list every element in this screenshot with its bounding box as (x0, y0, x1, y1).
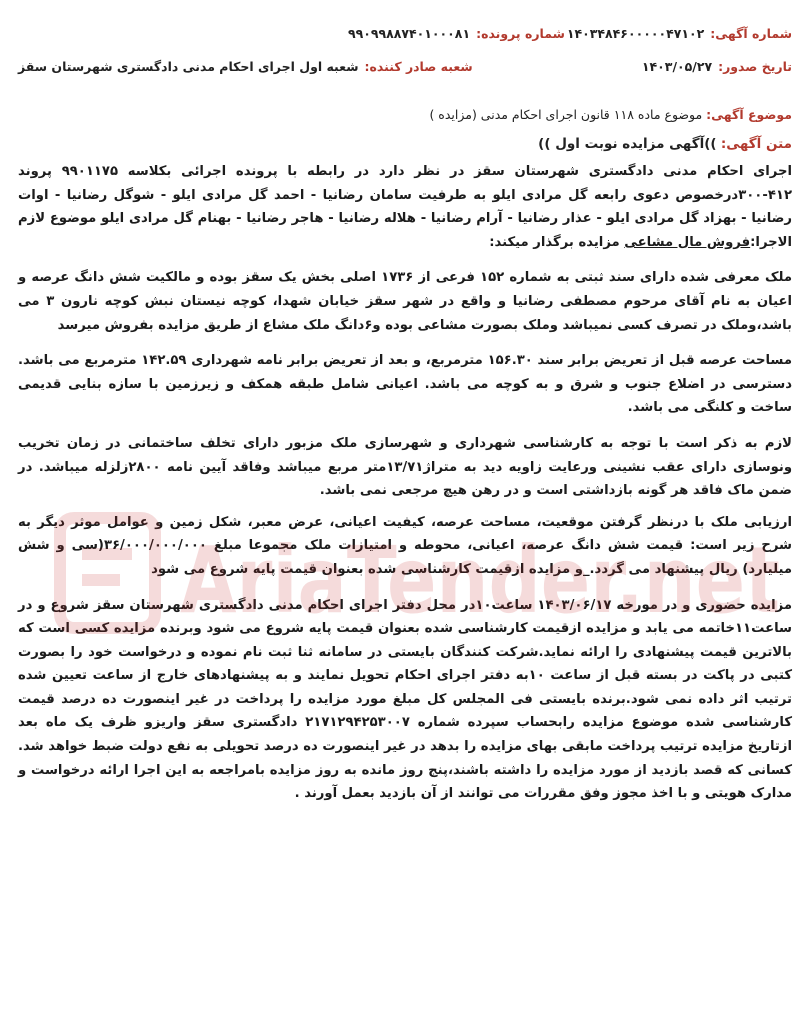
paragraph-notes: لازم به ذکر است با توجه به کارشناسی شهرداری و شهرسازی ملک مزبور دارای تخلف ساختمانی در زمان تخریب ونوسازی دارای عقب نشینی ورعایت زاویه دید به متراژ۱۳/۷۱متر مربع میباشد وفاقد آیین نامه ۲۸۰۰زلزله میباشد. در ضمن ماک فاقد هر گونه بازداشتی است و در رهن هیچ مرجعی نمی باشد. (18, 435, 793, 499)
intro-main-text: اجرای احکام مدنی دادگستری شهرستان سقز در نظر دارد در رابطه با پرونده اجرائی بکلاسه ۹۹۰۱۱۷۵ پروند ۴۱۲-۳۰۰درخصوص دعوی رابعه گل مرادی ایلو به طرفیت سامان رضانیا - احمد گل مرادی ایلو - شوگل رضانیا - اوات رضانیا - بهزاد گل مرادی ایلو - عذار رضانیا - آرام رضانیا - هلاله رضانیا - هاجر رضانیا - بهنام گل مرادی ایلو موضوع لازم الاجرا: (18, 164, 792, 250)
subject-row (18, 107, 792, 122)
paragraph-property: ملک معرفی شده دارای سند ثبتی به شماره ۱۵۲ فرعی از ۱۷۳۶ اصلی بخش یک سقز بوده و مالکیت شش دانگ عرصه و اعیان به نام آقای مرحوم مصطفی رضانیا و واقع در شهر سقز خیابان شهدا، کوچه نیستان نبش کوچه نارون ۳ می باشد،وملک در تصرف کسی نمیباشد وملک بصورت مشاعی بوده و۶دانگ ملک مشاع از طریق مزایده بفروش میرسد (18, 270, 793, 333)
paragraph-valuation: ارزیابی ملک با درنظر گرفتن موقعیت، مساحت عرصه، کیفیت اعیانی، عرض معبر، شکل زمین و عوامل موثر دیگر به شرح زیر است: قیمت شش دانگ عرصه، اعیانی، محوطه و امتیازات ملک مجموعا مبلغ ۳۶/۰۰۰/۰۰۰/۰۰۰(سی و شش میلیارد) ریال پیشنهاد می گردد._و مزایده ازقیمت کارشناسی شده بعنوان قیمت پایه شروع می شود (18, 514, 793, 577)
case-number-value: ۹۹۰۹۹۸۸۷۴۰۱۰۰۰۸۱ (348, 26, 471, 41)
issuer-value: شعبه اول اجرای احکام مدنی دادگستری شهرستان سقز (18, 59, 359, 74)
ad-number-field (567, 26, 792, 41)
intro-underlined-text: فروش مال مشاعی (624, 234, 751, 250)
text-title-row (18, 136, 792, 152)
paragraph-area: مساحت عرصه قبل از تعریض برابر سند ۱۵۶.۳۰ مترمربع، و بعد از تعریض برابر نامه شهرداری ۱۴۲.۵۹ مترمربع می باشد. دسترسی در اضلاع جنوب و شرق و به کوچه می باشد. اعیانی شامل طبقه همکف و زیرزمین با سازه بنایی قدیمی ساخت و کلنگی می باشد. (18, 353, 792, 416)
issue-date-field (642, 59, 792, 74)
paragraph-auction-terms: مزایده حضوری و در مورخه ۱۴۰۳/۰۶/۱۷ ساعت۱۰در محل دفتر اجرای احکام مدنی دادگستری شهرستان سقز شروع و در ساعت۱۱خاتمه می یابد و مزایده ازقیمت کارشناسی شده بعنوان قیمت پایه شروع می شود وبرنده مزایده کسی است که بالاترین قیمت پیشنهادی را ارائه نماید.شرکت کنندگان بایستی در سامانه ثنا ثبت نام نموده و درخواست خود را بصورت کتبی در پاکت در بسته قبل از ساعت ۱۰به دفتر اجرای احکام تحویل نمایند و به پیشنهادهای خارج از ساعت تعیین شده ترتیب اثر داده نمی شود.برنده بایستی فی المجلس کل مبلغ مورد مزایده را پرداخت در غیر اینصورت ده درصد قیمت کارشناسی شده موضوع مزایده رابحساب سپرده شماره ۲۱۷۱۲۹۴۲۵۳۰۰۷ دادگستری سقز واریزو ظرف یک ماه بعد ازتاریخ مزایده ترتیب پرداخت مابقی بهای مزایده را بدهد در غیر اینصورت ده درصد تحویلی به نفع دولت ضبط خواهد شد. کسانی که قصد بازدید از مورد مزایده را داشته باشند،پنج روز مانده به روز مزایده بامراجعه به این اجرا ارائه درخواست و مدارک هویتی و با اخذ مجوز وفق مقررات می توانند از آن بازدید بعمل آورند . (18, 597, 792, 802)
intro-tail-text: مزایده برگذار میکند: (489, 234, 625, 250)
ad-number-value: ۱۴۰۳۴۸۴۶۰۰۰۰۰۴۷۱۰۲ (566, 26, 705, 41)
text-title-label: متن آگهی: (720, 136, 792, 152)
watermark-text: AriaTender.net (180, 527, 780, 634)
case-number-label: شماره پرونده: (476, 26, 565, 41)
subject-label: موضوع آگهی: (706, 107, 792, 122)
issuer-field (18, 59, 473, 74)
text-title-value: ))آگهی مزایده نوبت اول )) (538, 136, 717, 152)
issue-date-label: تاریخ صدور: (718, 59, 792, 74)
case-number-field (348, 26, 565, 41)
paragraph-intro (18, 160, 792, 254)
subject-value: موضوع ماده ۱۱۸ قانون اجرای احکام مدنی (مزایده ) (429, 107, 703, 122)
issuer-label: شعبه صادر کننده: (364, 59, 473, 74)
header-row-issue (18, 59, 792, 85)
issue-date-value: ۱۴۰۳/۰۵/۲۷ (641, 59, 713, 74)
header-row-numbers (18, 26, 792, 52)
ad-number-label: شماره آگهی: (710, 26, 792, 41)
